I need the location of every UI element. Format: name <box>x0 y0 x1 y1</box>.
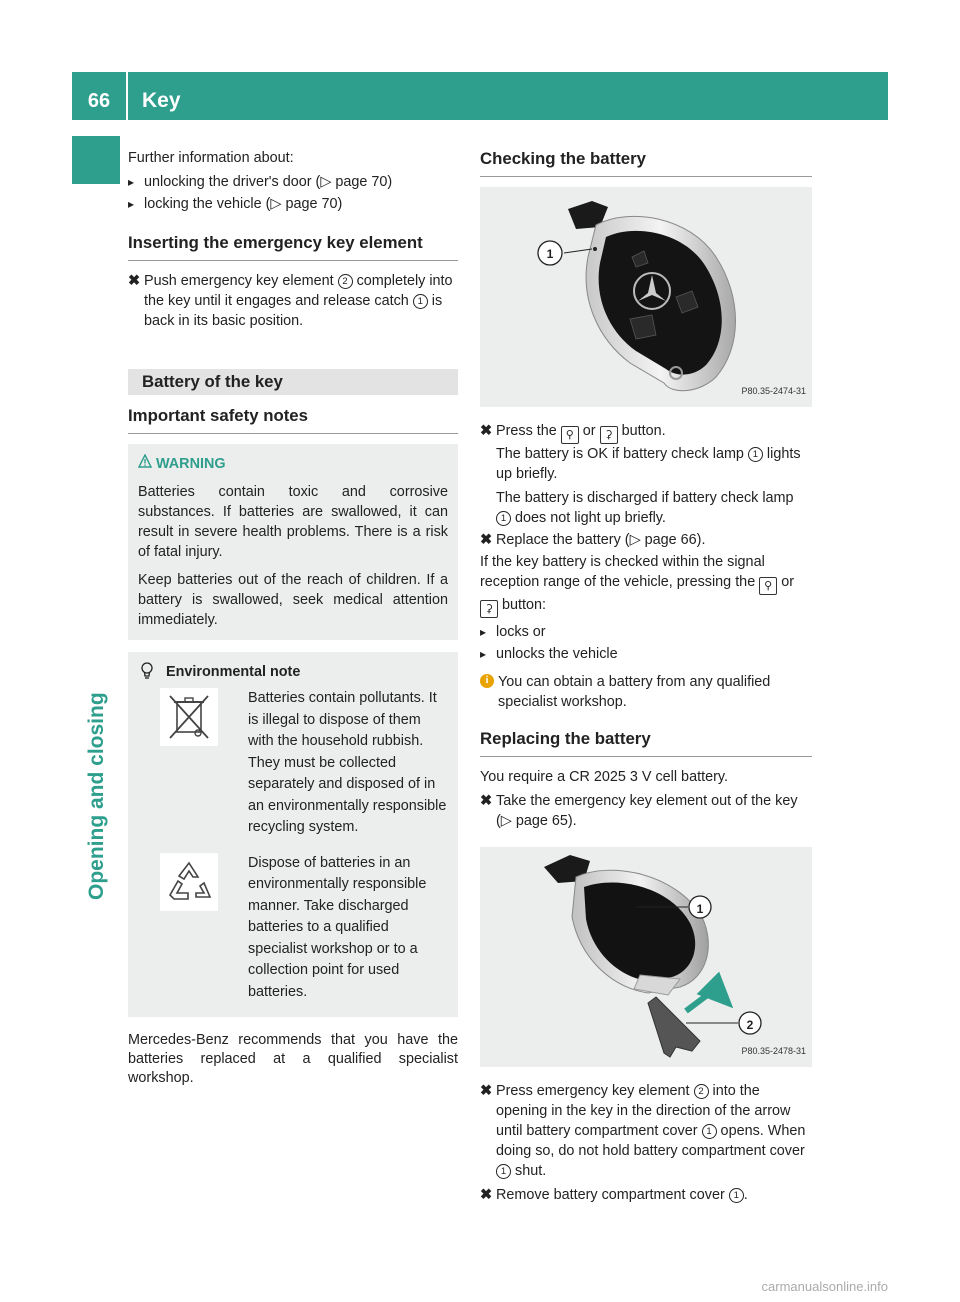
signal-text: If the key battery is checked within the signal reception range of the vehicle, pressing the ⚲ or ⚳ button: <box>480 552 812 618</box>
heading-replacing: Replacing the battery <box>480 728 812 757</box>
take-step: ✖ Take the emergency key element out of the key (▷ page 65). <box>480 793 798 829</box>
step-arrow-icon: ✖ <box>480 423 493 439</box>
page-number: 66 <box>87 90 111 112</box>
heading-checking: Checking the battery <box>480 148 812 177</box>
list-item: ▸ unlocking the driver's door (▷ page 70) <box>128 172 458 192</box>
image-callout-2: 2 <box>746 1018 754 1032</box>
callout-2: 2 <box>694 1084 709 1099</box>
step-arrow-icon: ✖ <box>480 1083 493 1099</box>
remove-step: ✖ Remove battery compartment cover 1 . <box>480 1187 748 1203</box>
environmental-note-title: Environmental note <box>138 662 448 682</box>
page-header <box>72 72 888 120</box>
info-icon: i <box>480 674 494 688</box>
warning-title: WARNING <box>138 454 448 474</box>
list-item: ▸ locking the vehicle (▷ page 70) <box>128 194 458 214</box>
chapter-title: Key <box>142 89 181 112</box>
heading-safety-notes: Important safety notes <box>128 405 458 434</box>
image-reference-code: P80.35-2478-31 <box>741 1046 806 1056</box>
check-step: ✖ Press the ⚲ or ⚳ button. The battery is OK if battery check lamp 1 lights up briefly. The battery is discharged if battery check lamp 1 does not light up briefly. <box>480 423 801 526</box>
battery-replacement-illustration <box>480 847 812 1067</box>
env-row-2 <box>138 853 448 1004</box>
step-arrow-icon: ✖ <box>480 1187 493 1203</box>
image-callout-1: 1 <box>546 247 554 261</box>
callout-1: 1 <box>413 294 428 309</box>
closing-text: Mercedes-Benz recommends that you have the batteries replaced at a qualified specialist workshop. <box>128 1032 458 1086</box>
recycling-icon <box>160 853 218 911</box>
header-divider <box>126 72 128 120</box>
callout-1: 1 <box>496 1164 511 1179</box>
step-arrow-icon: ✖ <box>128 273 141 289</box>
further-intro: Further information about: <box>128 150 294 166</box>
warning-text-2: Keep batteries out of the reach of children. If a battery is swallowed, seek medical attention immediately. <box>138 572 448 628</box>
heading-battery-of-key: Battery of the key <box>128 369 458 395</box>
callout-1: 1 <box>496 511 511 526</box>
list-item: ▸ unlocks the vehicle <box>480 644 812 664</box>
right-column <box>480 148 812 1207</box>
unlock-button-icon: ⚳ <box>480 600 498 618</box>
key-opening-image <box>480 847 812 1067</box>
key-battery-check-illustration <box>480 187 812 407</box>
step-arrow-icon: ✖ <box>480 532 493 548</box>
footer-watermark: carmanualsonline.info <box>761 1279 888 1294</box>
section-label: Opening and closing <box>85 692 108 900</box>
environmental-note-box <box>128 652 458 1017</box>
callout-1: 1 <box>748 447 763 462</box>
callout-2: 2 <box>338 274 353 289</box>
warning-triangle-icon <box>138 454 152 468</box>
image-callout-1: 1 <box>696 902 704 916</box>
replace-step: ✖ Replace the battery (▷ page 66). <box>480 532 706 548</box>
press-step: ✖ Press emergency key element 2 into the opening in the key in the direction of the arrow until battery compartment cover 1 opens. When doing so, do not hold battery compartment cover 1 shut. <box>480 1083 806 1179</box>
heading-inserting: Inserting the emergency key element <box>128 232 458 261</box>
section-tab <box>72 136 120 184</box>
list-item: ▸ locks or <box>480 622 812 642</box>
lock-button-icon: ⚲ <box>759 577 777 595</box>
crossed-out-bin-icon <box>160 688 218 746</box>
lock-button-icon: ⚲ <box>561 426 579 444</box>
env-text-2: Dispose of batteries in an environmentally responsible manner. Take discharged batteries to a qualified specialist workshop or to a collection point for used batteries. <box>248 854 427 1000</box>
env-text-1: Batteries contain pollutants. It is illegal to dispose of them with the household rubbish. They must be collected separately and disposed of in an environmentally responsible recycling system. <box>248 690 447 835</box>
info-note: i You can obtain a battery from any qualified specialist workshop. <box>480 672 812 712</box>
warning-text-1: Batteries contain toxic and corrosive substances. If batteries are swallowed, it can result in severe health problems. There is a risk of fatal injury. <box>138 484 448 560</box>
env-row-1 <box>138 688 448 839</box>
callout-1: 1 <box>702 1124 717 1139</box>
battery-requirement: You require a CR 2025 3 V cell battery. <box>480 769 728 785</box>
image-reference-code: P80.35-2474-31 <box>741 386 806 396</box>
left-column <box>128 148 458 1088</box>
unlock-button-icon: ⚳ <box>600 426 618 444</box>
lightbulb-icon <box>140 662 154 680</box>
warning-box <box>128 444 458 640</box>
step-arrow-icon: ✖ <box>480 793 493 809</box>
callout-1: 1 <box>729 1188 744 1203</box>
key-fob-image <box>480 187 812 407</box>
insert-step: ✖ Push emergency key element 2 completely into the key until it engages and release catch 1 is back in its basic position. <box>128 273 453 329</box>
